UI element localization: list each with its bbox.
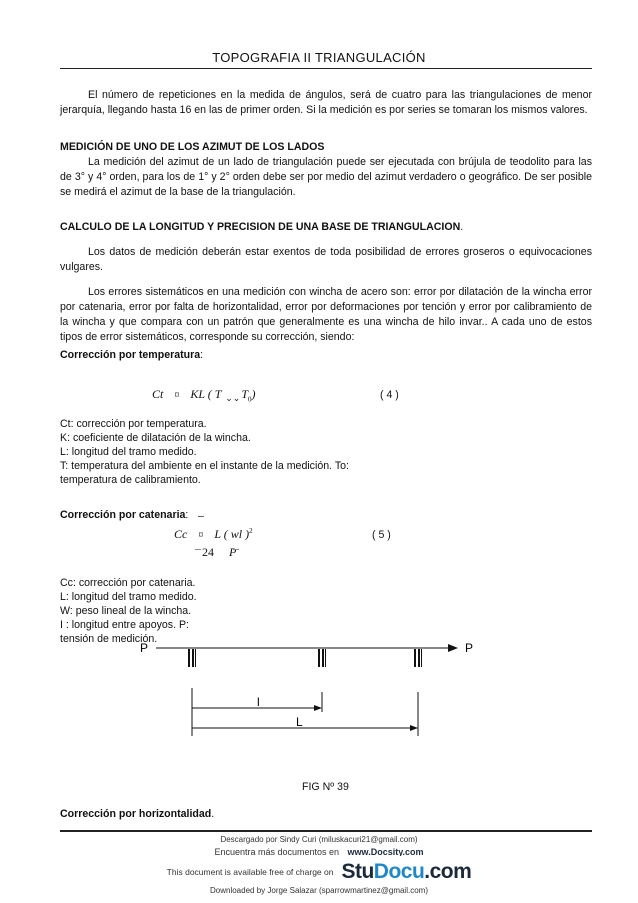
footer-more-docs: Encuentra más documentos en: [214, 847, 340, 856]
fig-tape-arrowhead: [448, 644, 458, 652]
def-l: L: longitud del tramo medido.: [60, 446, 197, 458]
footer-more-docs-row: [0, 847, 638, 856]
heading-base-calc: [60, 220, 592, 235]
eq4-number: ( 4 ): [380, 389, 399, 401]
catenary-figure: [130, 636, 490, 746]
eq5-superscript: 2: [249, 527, 253, 535]
temperature-label: [60, 348, 203, 363]
horizontality-label: [60, 807, 214, 822]
catenary-label-text: Corrección por catenaria: [60, 509, 186, 521]
eq5-equal-symbol: ¤: [198, 530, 204, 541]
eq4-minus-icon: ⌄⌄: [225, 393, 241, 403]
eq4-t0: T: [241, 387, 249, 401]
footer-rule: [60, 830, 592, 832]
fig-support-right: [414, 649, 422, 667]
horizontality-label-text: Corrección por horizontalidad: [60, 808, 212, 820]
catenary-label: [60, 508, 188, 523]
def-l2: L: longitud del tramo medido.: [60, 591, 197, 603]
fig-span-L-arrow: [410, 725, 418, 731]
page-header-title: TOPOGRAFIA II TRIANGULACIÓN: [212, 50, 426, 65]
def-k: K: coeficiente de dilatación de la wincha.: [60, 432, 251, 444]
studocu-logo-com: .com: [424, 860, 472, 883]
temperature-label-colon: :: [200, 349, 204, 361]
docsity-link[interactable]: www.Docsity.com: [347, 847, 424, 856]
paragraph-systematic-errors: Los errores sistemáticos en una medición con wincha de acero son: error por dilatación de la wincha error por catenaria, error por falta de horizontalidad, error por deformaciones por tención y error por calibramiento de la wincha y que compara con un patrón que generalmente es una wincha de hilo invar.. A cada uno de estos tipos de error sistemáticos, corresponde su corrección, siendo:: [60, 286, 592, 343]
header-rule: [60, 68, 592, 69]
eq5-small-mark: [198, 516, 204, 517]
footer-downloaded-by: Descargado por Sindy Curi (miluskacuri21@gmail.com): [220, 835, 418, 844]
temperature-definitions: [60, 417, 360, 487]
heading-base-period: .: [460, 221, 464, 233]
footer-downloaded-by-2: Downloaded by Jorge Salazar (sparrowmartinez@gmail.com): [210, 886, 428, 895]
fig-label-L: L: [296, 715, 303, 729]
eq5-lhs: Cc: [174, 527, 188, 541]
paragraph-repetitions: El número de repeticiones en la medida de ángulos, será de cuatro para las triangulaciones de menor jerarquía, llegando hasta 16 en las de primer orden. Si la medición es por series se tomaran los mismos valores.: [60, 89, 592, 116]
fig-span-l-arrow: [314, 705, 322, 711]
temperature-equation: [152, 387, 256, 404]
def-t: T: temperatura del ambiente en el instante de la medición. To:: [60, 460, 349, 472]
heading-base-text: CALCULO DE LA LONGITUD Y PRECISION DE UNA BASE DE TRIANGULACION: [60, 221, 461, 233]
fig-p-left: P: [140, 641, 149, 655]
fig-support-middle: [318, 649, 326, 667]
figure-caption: FIG Nº 39: [302, 781, 349, 793]
eq5-bar-mid: [233, 549, 239, 550]
eq4-close: ): [251, 387, 256, 401]
temperature-label-text: Corrección por temperatura: [60, 349, 201, 361]
fig-support-left: [188, 649, 196, 667]
eq5-bar-left: [195, 549, 201, 550]
paragraph-data-errors: Los datos de medición deberán estar exentos de toda posibilidad de errores groseros o equivocaciones vulgares.: [60, 246, 592, 273]
fig-label-l: l: [257, 695, 260, 709]
eq4-subscript: 0: [248, 395, 252, 404]
horizontality-period: .: [211, 808, 215, 820]
eq5-denominator: [202, 545, 236, 560]
def-w: W: peso lineal de la wincha.: [60, 605, 192, 617]
footer-studocu-row: [0, 858, 638, 886]
eq4-equal-symbol: ¤: [174, 390, 180, 401]
studocu-logo-docu: Docu: [373, 860, 425, 883]
def-to: temperatura de calibramiento.: [60, 474, 201, 486]
heading-azimut: MEDICIÓN DE UNO DE LOS AZIMUT DE LOS LADOS: [60, 141, 325, 153]
studocu-logo-stu: Stu: [341, 860, 374, 883]
eq4-lhs: Ct: [152, 387, 164, 401]
eq4-rhs: KL ( T: [190, 387, 222, 401]
catenary-equation: [174, 527, 253, 542]
eq5-den-p: P: [229, 545, 237, 559]
paragraph-azimut: La medición del azimut de un lado de triangulación puede ser ejecutada con brújula de teodolito para las de 3° y 4° orden, para los de 1° y 2° orden debe ser por medio del azimut verdadero o geográfico. De ser posible se medirá el azimut de la base de la triangulación.: [60, 156, 592, 198]
fig-p-right: P: [465, 641, 474, 655]
def-cc: Cc: corrección por catenaria.: [60, 577, 196, 589]
footer-available: This document is available free of charge on: [166, 867, 334, 877]
def-p: tensión de medición.: [60, 633, 158, 645]
eq5-number: ( 5 ): [372, 529, 391, 541]
eq5-numerator: L ( wl ): [214, 527, 250, 541]
studocu-logo[interactable]: [341, 860, 471, 884]
def-ct: Ct: corrección por temperatura.: [60, 418, 207, 430]
catenary-label-colon: :: [185, 509, 189, 521]
def-i: I : longitud entre apoyos. P:: [60, 619, 189, 631]
eq5-den-24: 24: [202, 545, 214, 559]
